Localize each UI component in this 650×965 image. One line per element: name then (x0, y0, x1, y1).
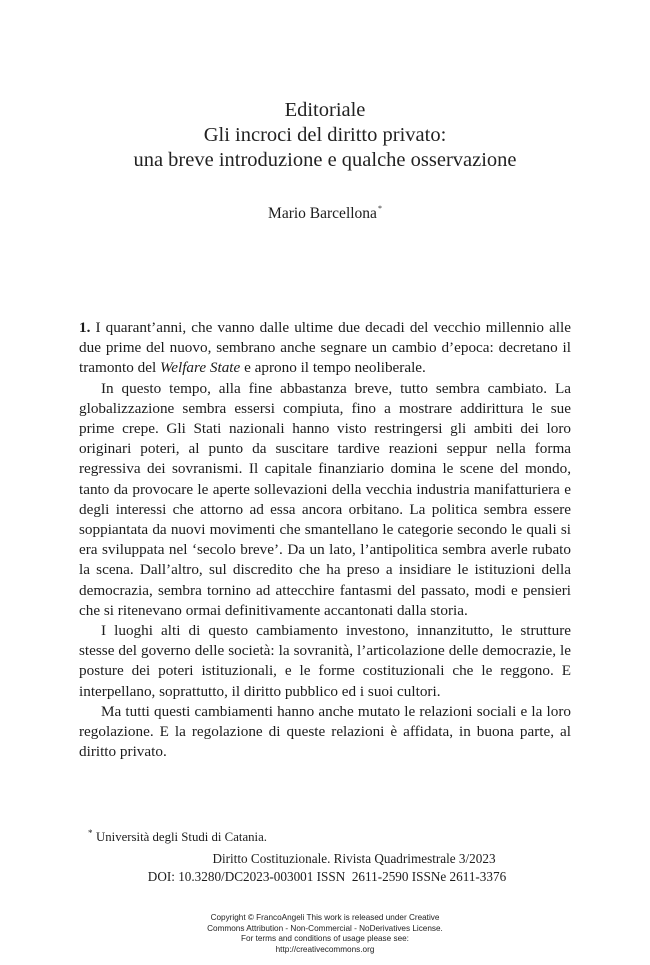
footnote (88, 828, 267, 845)
author-name: Mario Barcellona (268, 205, 377, 222)
paragraph-1-text-b: e aprono il tempo neoliberale. (240, 359, 426, 377)
paragraph-1-italic: Welfare State (159, 359, 241, 377)
title-line-subtitle: una breve introduzione e qualche osservazione (133, 149, 517, 171)
author-footnote-mark: * (377, 204, 382, 213)
title-line-editoriale: Editoriale (284, 99, 366, 121)
license-notice (0, 913, 650, 955)
paragraph-2: In questo tempo, alla fine abbastanza breve, tutto sembra cambiato. La globalizzazione sembra essersi compiuta, fino a mostrare addirittura le sue prime crepe. Gli Stati nazionali hanno visto restringersi gli ambiti dei loro originari poteri, al punto da suscitare tardive reazioni seppur nella forma regressiva dei sovranismi. Il capitale finanziario domina le scene del mondo, tanto da provocare le aperte sollevazioni della vecchia industria manifatturiera e degli interessi che attorno ad essa ancora orbitano. La politica sembra essere soppiantata da nuovi movimenti che smantellano le categorie secondo le quali si era sviluppata nel ‘secolo breve’. Da un lato, l’antipolitica sembra averle rubato la scena. Dall’altro, sul discredito che ha preso a insidiare le istituzioni della democrazia, sembra tornino ad attecchire fantasmi del passato, modi e pensieri che si ritenevano ormai definitivamente accantonati dalla storia. (79, 379, 571, 619)
footnote-mark: * (88, 828, 93, 838)
footnote-text: Università degli Studi di Catania. (96, 830, 267, 844)
article-title (0, 98, 650, 173)
journal-info (0, 850, 650, 886)
journal-doi: DOI: 10.3280/DC2023-003001 ISSN 2611-2590 ISSNe 2611-3376 (147, 869, 507, 884)
license-line-1: Copyright © FrancoAngeli This work is released under Creative (210, 913, 440, 922)
license-line-2: Commons Attribution - Non-Commercial - NoDerivatives License. (207, 923, 443, 933)
license-line-3: For terms and conditions of usage please see: (241, 934, 409, 943)
paragraph-1-text-a: I quarant’anni, che vanno dalle ultime due decadi del vecchio millennio alle due prime del nuovo, sembrano anche segnare un cambio d’epoca: decretano il tramonto del (79, 319, 571, 377)
license-link[interactable]: http://creativecommons.org (275, 944, 375, 954)
paragraph-1 (79, 318, 571, 379)
article-body (79, 318, 571, 762)
title-line-main: Gli incroci del diritto privato: (203, 124, 447, 146)
section-number: 1. (79, 319, 91, 336)
author-line (0, 199, 650, 224)
paragraph-4: Ma tutti questi cambiamenti hanno anche mutato le relazioni sociali e la loro regolazione. E la regolazione di queste relazioni è affidata, in buona parte, al diritto privato. (79, 702, 571, 761)
journal-name: Diritto Costituzionale. Rivista Quadrimestrale 3/2023 (212, 851, 496, 866)
paragraph-3: I luoghi alti di questo cambiamento investono, innanzitutto, le strutture stesse del governo delle società: la sovranità, l’articolazione delle democrazie, le posture dei poteri istituzionali, e le forme costituzionali che le reggono. E interpellano, soprattutto, il diritto pubblico ed i suoi cultori. (79, 622, 571, 700)
